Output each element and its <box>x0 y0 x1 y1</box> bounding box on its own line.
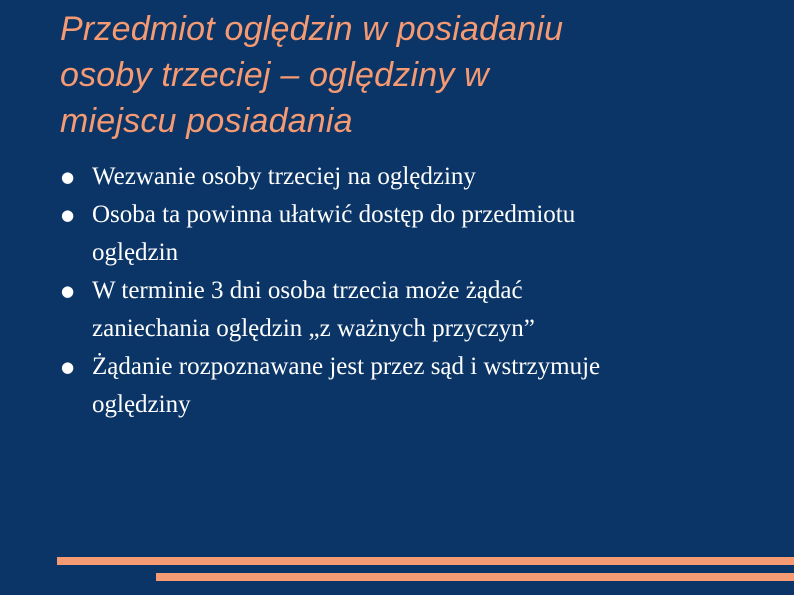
bullet-item <box>60 196 760 272</box>
slide-title-line: miejscu posiadania <box>60 102 353 140</box>
bullet-icon: ● <box>61 168 75 186</box>
bullet-item <box>60 348 760 424</box>
bullet-text-line: zaniechania oględzin „z ważnych przyczyn” <box>92 315 535 342</box>
bullet-icon: ● <box>61 206 75 224</box>
slide-title <box>60 6 760 144</box>
bullet-text-line: Osoba ta powinna ułatwić dostęp do przedmiotu <box>92 201 576 228</box>
bullet-text-line: Żądanie rozpoznawane jest przez sąd i wstrzymuje <box>92 353 601 380</box>
bullet-icon: ● <box>61 282 75 300</box>
bullet-icon: ● <box>61 358 75 376</box>
bullet-item <box>60 272 760 348</box>
decorative-accent-bar <box>57 557 794 565</box>
bullet-text-line: oględzin <box>92 239 179 266</box>
slide-title-line: Przedmiot oględzin w posiadaniu <box>60 10 564 48</box>
bullet-text-line: oględziny <box>92 391 191 418</box>
decorative-accent-bar <box>156 573 794 581</box>
bullet-text-line: W terminie 3 dni osoba trzecia może żądać <box>92 277 523 304</box>
bullet-list <box>60 158 760 424</box>
slide-title-line: osoby trzeciej – oględziny w <box>60 56 489 94</box>
bullet-item <box>60 158 760 196</box>
bullet-text-line: Wezwanie osoby trzeciej na oględziny <box>92 163 476 190</box>
